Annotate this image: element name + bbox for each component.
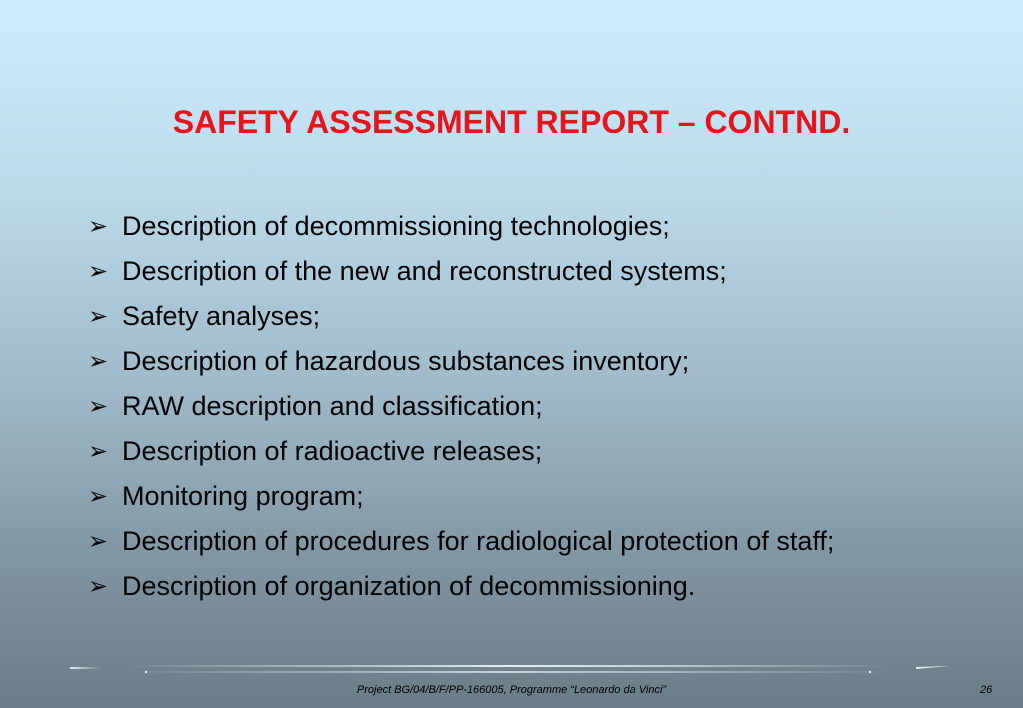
slide-title: SAFETY ASSESSMENT REPORT – CONTND. [172,104,851,140]
bullet-item [88,208,948,245]
arrow-bullet-icon: ➢ [88,303,109,330]
arrow-bullet-icon: ➢ [88,573,109,600]
bullet-text: Monitoring program; [122,481,364,511]
arrow-bullet-icon: ➢ [88,348,109,375]
arrow-bullet-icon: ➢ [88,258,109,285]
footer-project-text: Project BG/04/B/F/PP-166005, Programme “Leonardo da Vinci” [356,684,667,696]
bullet-item [88,343,948,380]
arrow-bullet-icon: ➢ [88,438,109,465]
arrow-bullet-icon: ➢ [88,213,109,240]
bullet-item [88,388,948,425]
bullet-item [88,523,948,560]
arrow-bullet-icon: ➢ [88,528,109,555]
bullet-text: Description of the new and reconstructed systems; [122,256,727,286]
bullet-text: Description of procedures for radiological protection of staff; [122,526,835,556]
bullet-item [88,298,948,335]
bullet-text: Description of organization of decommissioning. [122,571,696,601]
footer-divider [70,660,950,680]
page-number: 26 [980,684,993,696]
bullet-text: Description of hazardous substances inventory; [122,346,690,376]
bullet-item [88,478,948,515]
bullet-item [88,253,948,290]
bullet-text: Description of decommissioning technologies; [122,211,670,241]
bullet-text: Description of radioactive releases; [122,436,543,466]
bullet-item [88,433,948,470]
arrow-bullet-icon: ➢ [88,393,109,420]
bullet-list [88,208,948,613]
bullet-text: Safety analyses; [122,301,321,331]
bullet-text: RAW description and classification; [122,391,543,421]
bullet-item [88,568,948,605]
arrow-bullet-icon: ➢ [88,483,109,510]
